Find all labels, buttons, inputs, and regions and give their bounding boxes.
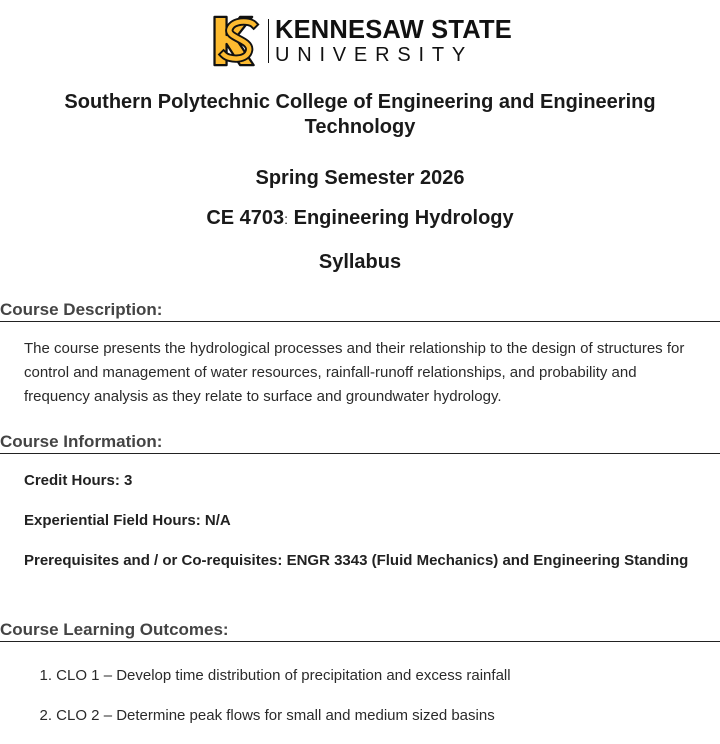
list-item — [24, 704, 704, 728]
course-title-separator: : — [284, 211, 289, 227]
course-name: Engineering Hydrology — [293, 207, 514, 229]
list-item-text: CLO 2 – Determine peak flows for small and medium sized basins — [56, 707, 495, 724]
section-heading-description: Course Description: — [0, 299, 720, 322]
college-name: Southern Polytechnic College of Engineering and Engineering Technology — [64, 91, 656, 138]
logo-line-1: KENNESAW STATE — [274, 16, 512, 44]
ksu-logo — [210, 5, 512, 77]
ksu-monogram-icon — [210, 5, 264, 77]
course-code: CE 4703 — [206, 207, 285, 229]
list-item-number: 1. — [39, 667, 52, 684]
field-hours: Experiential Field Hours: N/A — [24, 512, 231, 529]
semester-title: Spring Semester 2026 — [255, 167, 465, 189]
document-type: Syllabus — [318, 251, 402, 273]
section-heading-information: Course Information: — [0, 431, 720, 454]
logo-divider — [268, 19, 269, 63]
credit-hours: Credit Hours: 3 — [24, 472, 133, 489]
section-heading-outcomes: Course Learning Outcomes: — [0, 619, 720, 642]
prerequisites: Prerequisites and / or Co-requisites: ENGR 3343 (Fluid Mechanics) and Engineering Standing — [24, 552, 689, 569]
learning-outcomes-list — [24, 664, 704, 744]
course-title — [0, 205, 720, 232]
list-item-number: 2. — [39, 707, 52, 724]
list-item-text: CLO 1 – Develop time distribution of precipitation and excess rainfall — [56, 667, 511, 684]
list-item — [24, 664, 704, 688]
logo-wordmark — [275, 16, 512, 66]
logo-line-2: UNIVERSITY — [274, 44, 473, 66]
course-description-text: The course presents the hydrological processes and their relationship to the design of structures for control and management of water resources, rainfall-runoff relationships, and probability and frequency analysis as they relate to surface and groundwater hydrology. — [24, 340, 685, 405]
